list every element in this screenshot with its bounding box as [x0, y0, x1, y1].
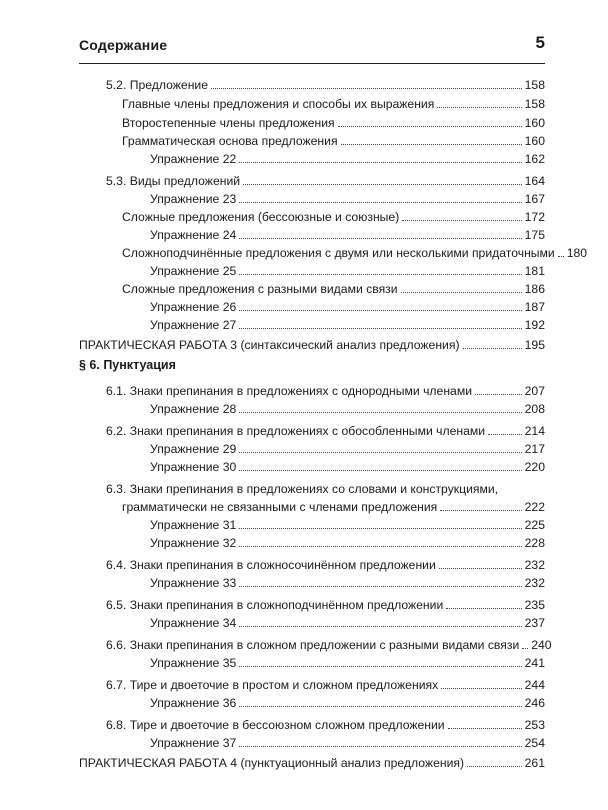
toc-exercise: Упражнение 28 208 — [150, 402, 545, 416]
toc-exercise: Упражнение 37 254 — [150, 736, 545, 750]
toc-entry: Сложные предложения с разными видами связи 186 — [122, 282, 545, 296]
toc-entry: Второстепенные члены предложения 160 — [122, 116, 545, 130]
toc-entry: 6.7. Тире и двоеточие в простом и сложном предложениях 244 — [106, 678, 545, 692]
page-number: 5 — [535, 33, 545, 52]
running-title: Содержание — [79, 37, 168, 53]
toc-exercise: Упражнение 26 187 — [150, 300, 545, 314]
toc-entry: 6.2. Знаки препинания в предложениях с обособленными членами 214 — [106, 424, 545, 438]
toc-entry: 5.2. Предложение 158 — [106, 78, 545, 92]
toc-exercise: Упражнение 34 237 — [150, 616, 545, 630]
toc-exercise: Упражнение 22 162 — [150, 152, 545, 166]
page-header — [79, 33, 545, 57]
toc-entry: Сложноподчинённые предложения с двумя или несколькими придаточными 180 — [122, 246, 588, 260]
toc-entry-continuation: грамматически не связанными с членами предложения 222 — [122, 500, 545, 514]
toc-exercise: Упражнение 29 217 — [150, 442, 545, 456]
toc-exercise: Упражнение 23 167 — [150, 192, 545, 206]
toc-practical-work: ПРАКТИЧЕСКАЯ РАБОТА 3 (синтаксический анализ предложения) 195 — [79, 338, 545, 352]
toc-entry: 6.4. Знаки препинания в сложносочинённом предложении 232 — [106, 558, 545, 572]
toc-exercise: Упражнение 36 246 — [150, 696, 545, 710]
toc-entry: Главные члены предложения и способы их выражения 158 — [122, 97, 545, 111]
toc-entry: Грамматическая основа предложения 160 — [122, 134, 545, 148]
toc-exercise: Упражнение 32 228 — [150, 536, 545, 550]
toc-exercise: Упражнение 33 232 — [150, 576, 545, 590]
toc-exercise: Упражнение 27 192 — [150, 318, 545, 332]
toc-entry: Сложные предложения (бессоюзные и союзные) 172 — [122, 210, 545, 224]
toc-practical-work: ПРАКТИЧЕСКАЯ РАБОТА 4 (пунктуационный анализ предложения) 261 — [79, 756, 545, 770]
toc-entry: 6.3. Знаки препинания в предложениях со словами и конструкциями, — [106, 482, 499, 496]
toc-entry: 6.5. Знаки препинания в сложноподчинённом предложении 235 — [106, 598, 545, 612]
toc-exercise: Упражнение 35 241 — [150, 656, 545, 670]
toc-entry: 6.6. Знаки препинания в сложном предложении с разными видами связи 240 — [106, 638, 552, 652]
toc-entry: 5.3. Виды предложений 164 — [106, 174, 545, 188]
header-divider — [79, 63, 545, 64]
toc-entry: 6.8. Тире и двоеточие в бессоюзном сложном предложении 253 — [106, 718, 545, 732]
toc-exercise: Упражнение 30 220 — [150, 460, 545, 474]
toc-exercise: Упражнение 24 175 — [150, 228, 545, 242]
toc-exercise: Упражнение 25 181 — [150, 264, 545, 278]
toc-exercise: Упражнение 31 225 — [150, 518, 545, 532]
toc-entry: 6.1. Знаки препинания в предложениях с однородными членами 207 — [106, 384, 545, 398]
section-heading: § 6. Пунктуация — [79, 358, 176, 372]
